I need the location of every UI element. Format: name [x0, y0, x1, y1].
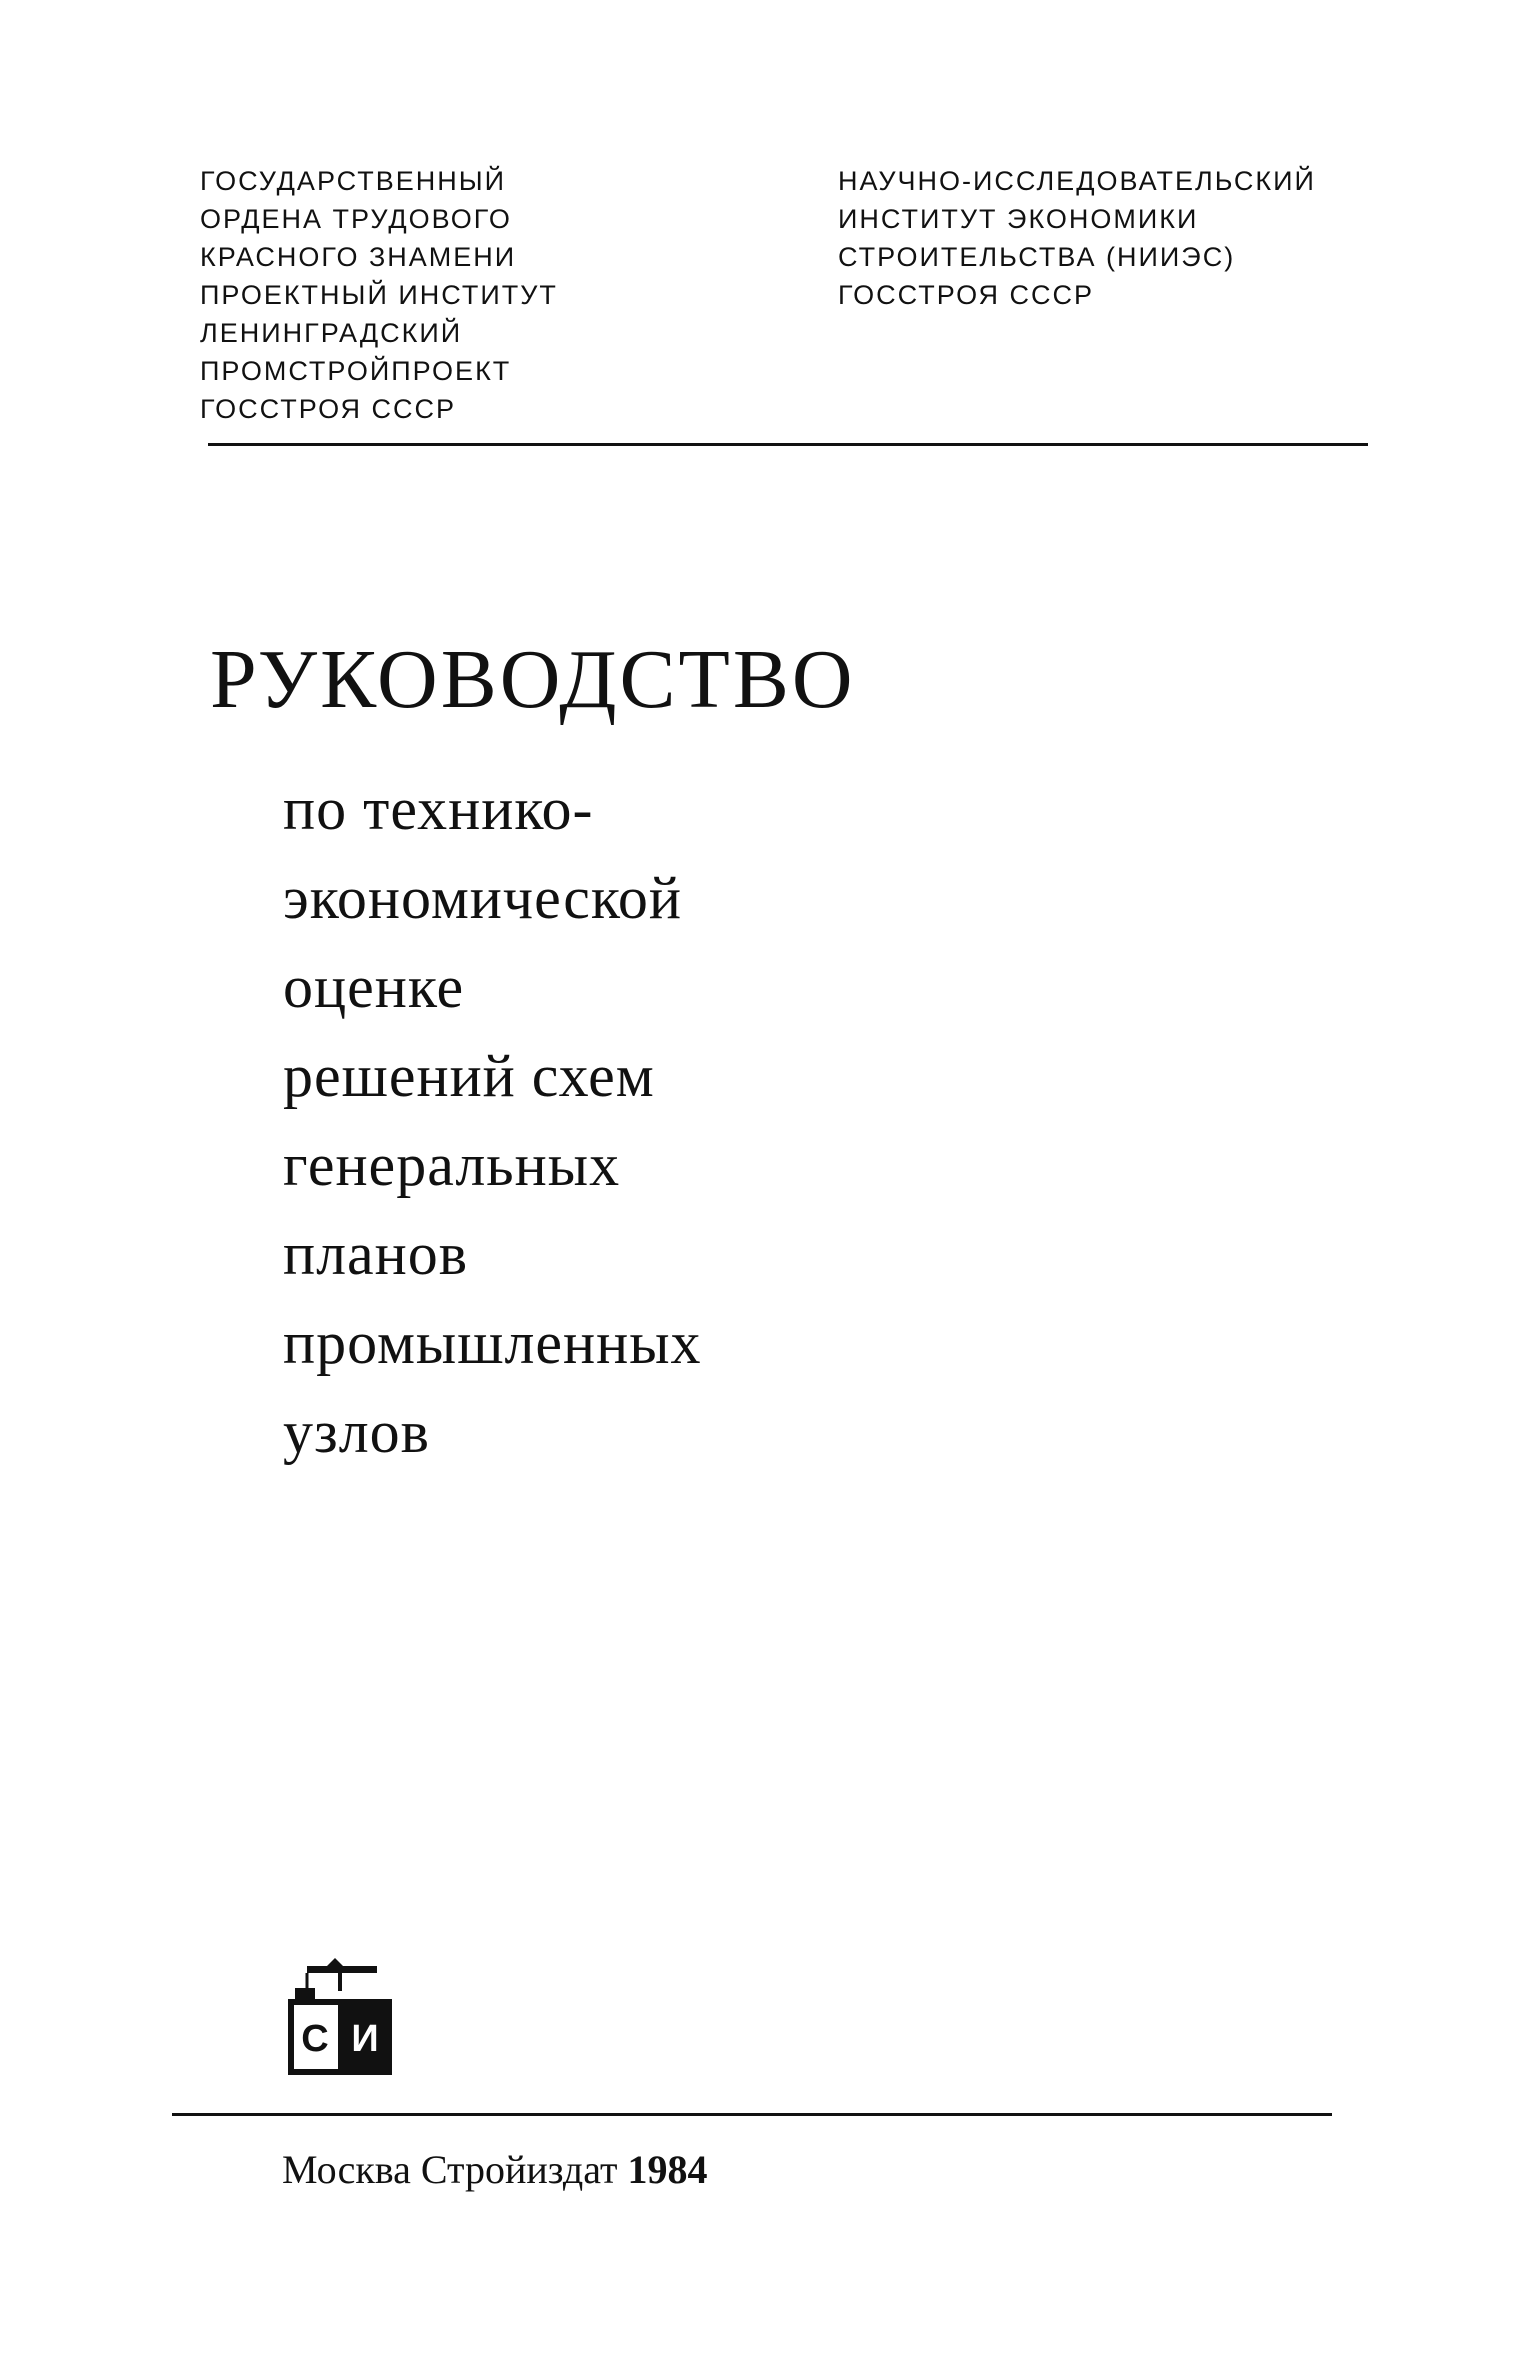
right-org-line: ГОССТРОЯ СССР [838, 280, 1095, 310]
footer-divider [172, 2113, 1332, 2116]
left-org-line: ГОСУДАРСТВЕННЫЙ [200, 166, 507, 196]
left-organization-block [200, 162, 558, 428]
left-org-line: ПРОЕКТНЫЙ ИНСТИТУТ [200, 280, 558, 310]
right-org-line: НАУЧНО-ИССЛЕДОВАТЕЛЬСКИЙ [838, 166, 1316, 196]
right-organization-block [838, 162, 1316, 314]
book-subtitle [283, 765, 702, 1477]
left-org-line: ПРОМСТРОЙПРОЕКТ [200, 356, 512, 386]
subtitle-line: по технико- [283, 776, 594, 842]
logo-letter-s: С [301, 2018, 329, 2060]
publication-imprint [282, 2140, 707, 2200]
left-org-line: ОРДЕНА ТРУДОВОГО [200, 204, 512, 234]
subtitle-line: промышленных [283, 1310, 702, 1376]
subtitle-line: решений схем [283, 1043, 655, 1109]
subtitle-line: планов [283, 1221, 469, 1287]
logo-letter-i: И [351, 2018, 379, 2060]
publication-city: Москва [282, 2147, 411, 2192]
left-org-line: КРАСНОГО ЗНАМЕНИ [200, 242, 517, 272]
publisher-logo-icon [285, 1958, 395, 2078]
publisher-name: Стройиздат [420, 2147, 618, 2192]
right-org-line: СТРОИТЕЛЬСТВА (НИИЭС) [838, 242, 1236, 272]
left-org-line: ЛЕНИНГРАДСКИЙ [200, 318, 463, 348]
header-divider [208, 443, 1368, 446]
left-org-line: ГОССТРОЯ СССР [200, 394, 457, 424]
book-title: РУКОВОДСТВО [210, 633, 856, 726]
subtitle-line: узлов [283, 1399, 430, 1465]
subtitle-line: генеральных [283, 1132, 621, 1198]
subtitle-line: экономической [283, 865, 683, 931]
publication-year: 1984 [627, 2147, 708, 2192]
right-org-line: ИНСТИТУТ ЭКОНОМИКИ [838, 204, 1199, 234]
subtitle-line: оценке [283, 954, 465, 1020]
